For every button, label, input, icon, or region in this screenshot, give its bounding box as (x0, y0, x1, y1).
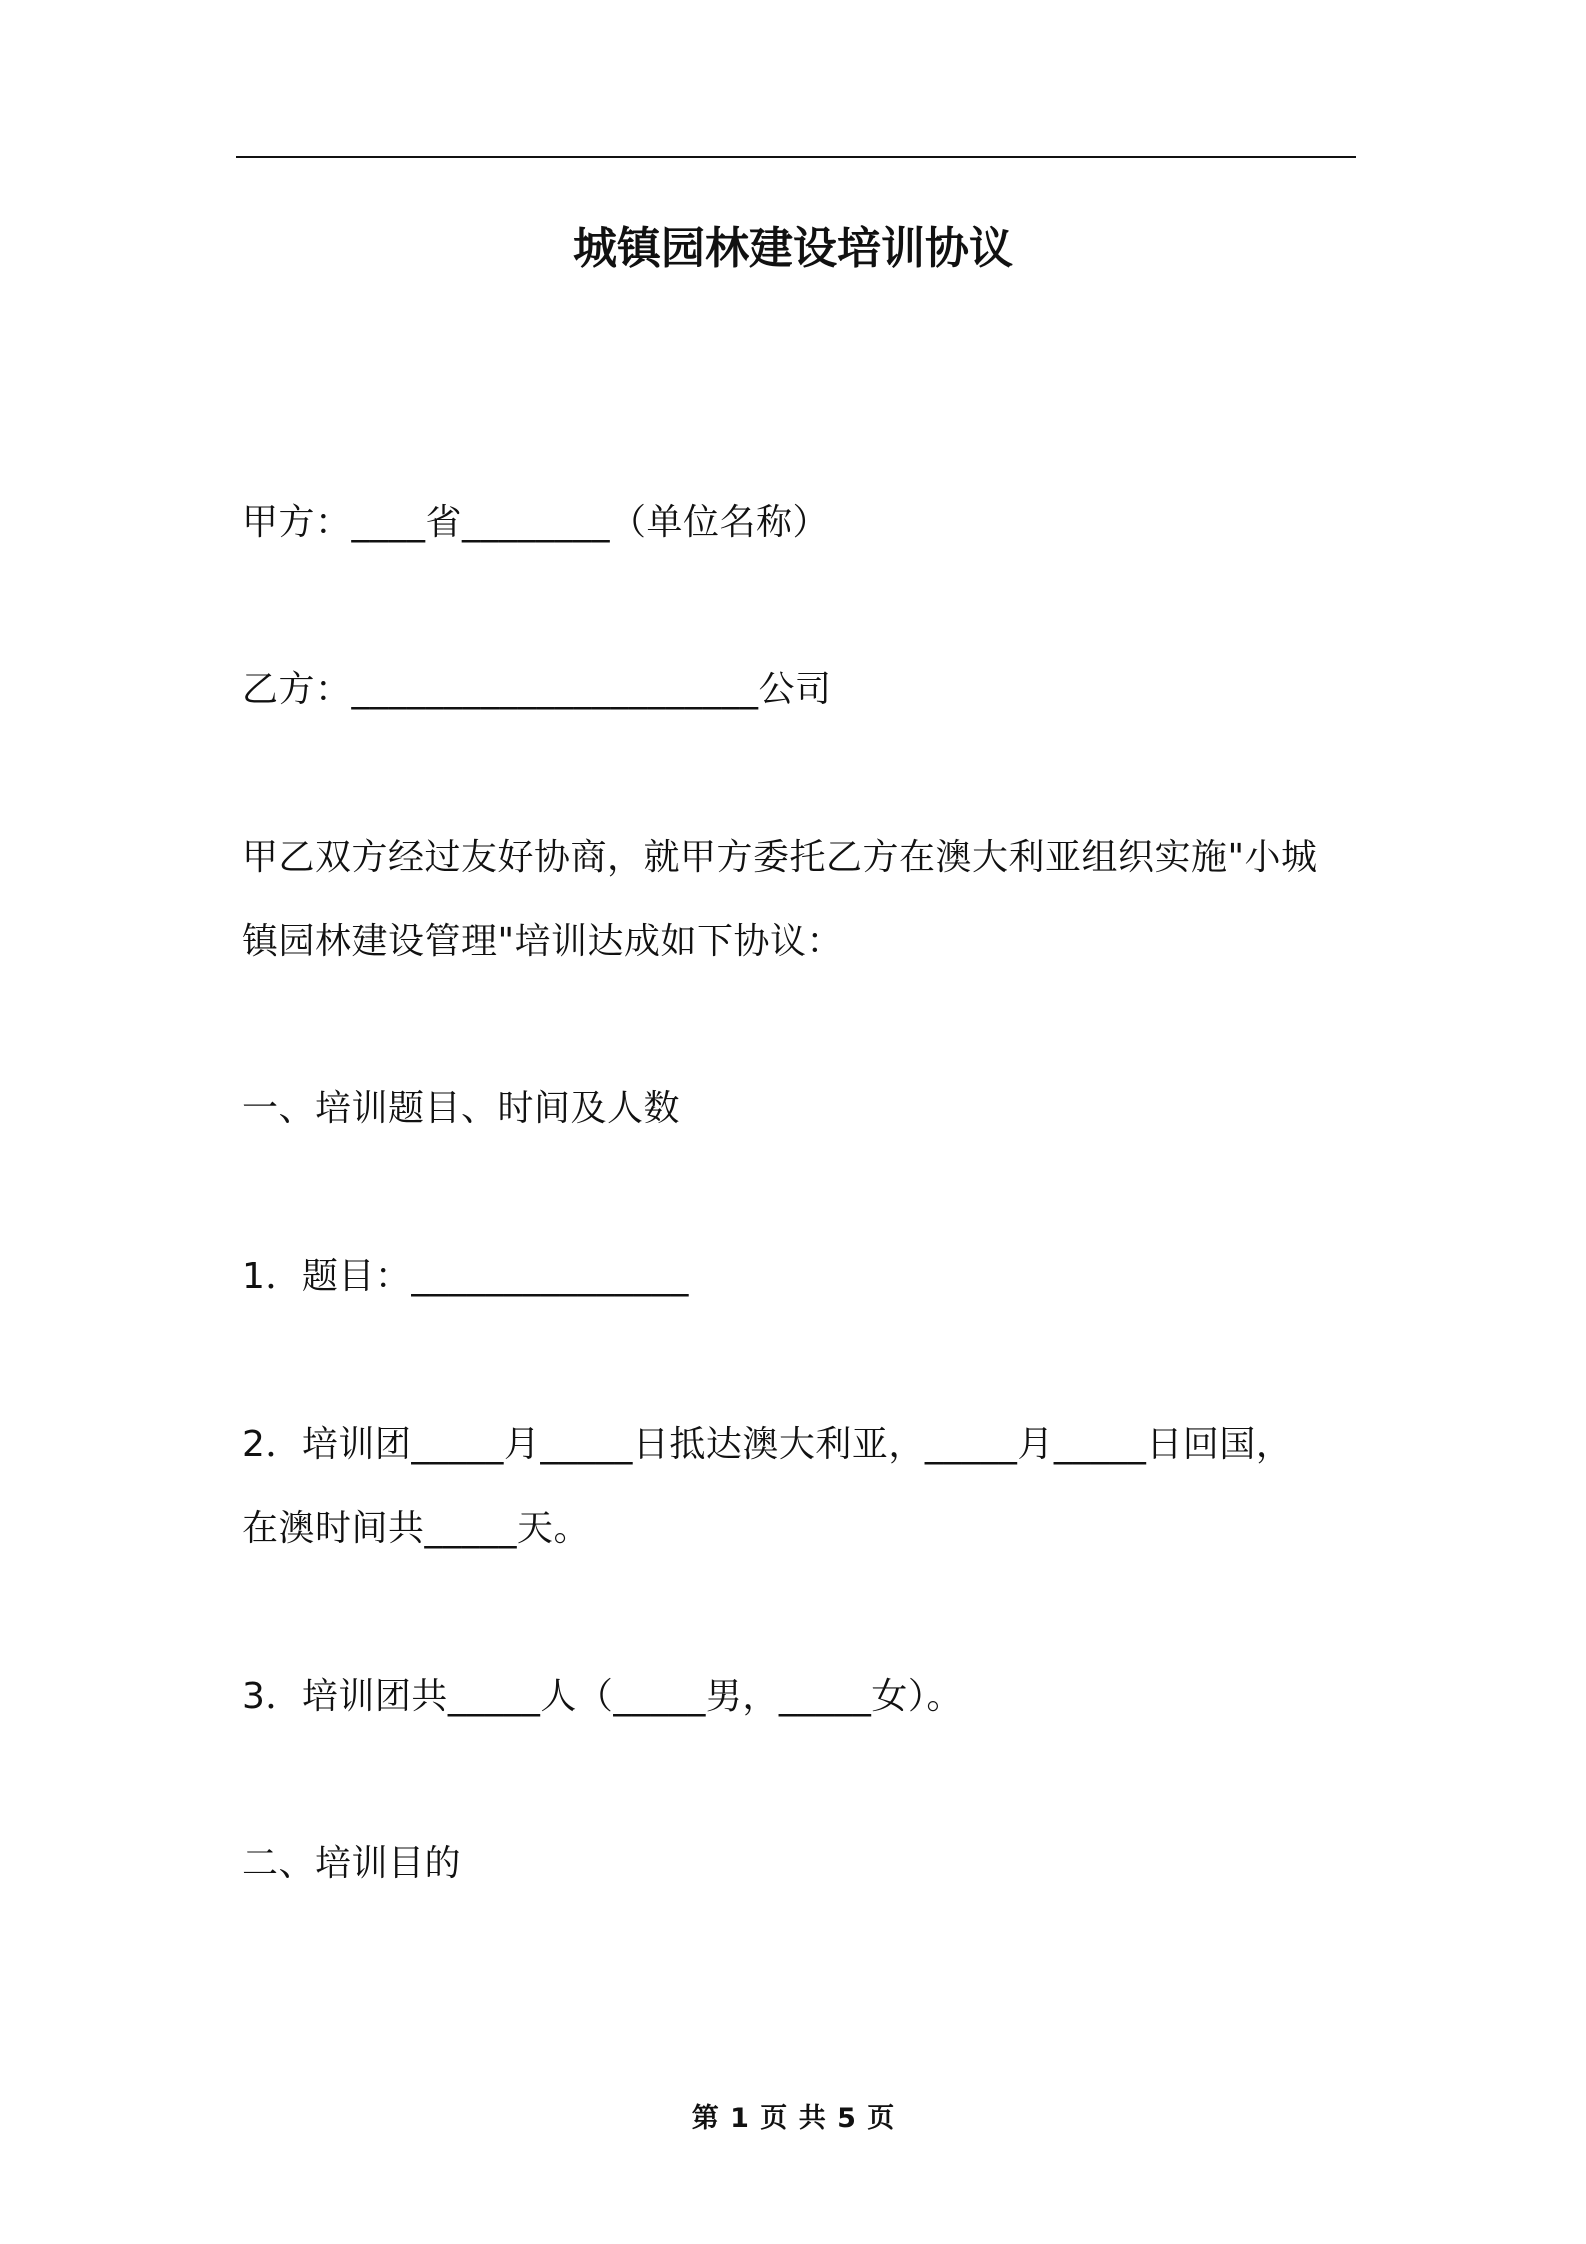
section-1-heading: 一、培训题目、时间及人数 (242, 1088, 681, 1129)
item-2-line-1: 2．培训团_____月_____日抵达澳大利亚，_____月_____日回国， (242, 1424, 1293, 1465)
party-a-line: 甲方：____省________（单位名称） (242, 502, 830, 543)
item-2-line-2: 在澳时间共_____天。 (242, 1508, 591, 1549)
header-rule (236, 156, 1356, 158)
page-footer: 第 1 页 共 5 页 (691, 2103, 895, 2134)
intro-line-2: 镇园林建设管理"培训达成如下协议： (242, 921, 844, 962)
party-b-line: 乙方：______________________公司 (242, 669, 832, 710)
item-1-topic: 1．题目：_______________ (242, 1256, 689, 1297)
intro-line-1: 甲乙双方经过友好协商，就甲方委托乙方在澳大利亚组织实施"小城 (242, 837, 1318, 878)
section-2-heading: 二、培训目的 (242, 1843, 462, 1884)
item-3-line: 3．培训团共_____人（_____男，_____女）。 (242, 1676, 963, 1717)
document-title: 城镇园林建设培训协议 (573, 223, 1013, 274)
